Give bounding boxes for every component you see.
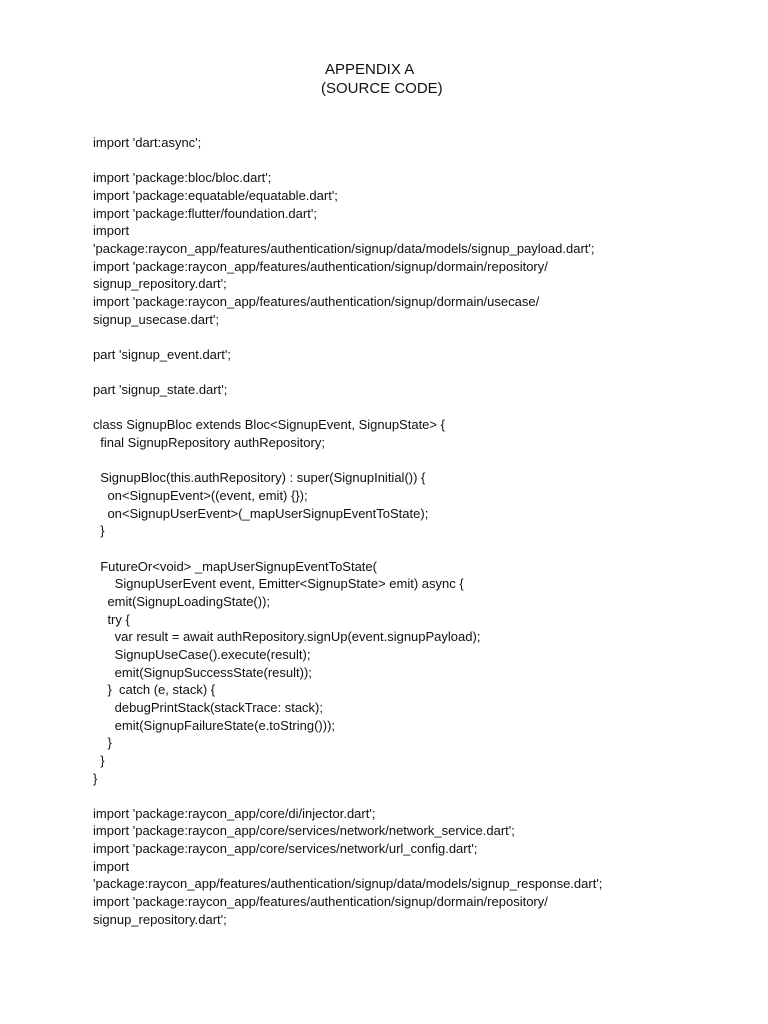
code-line: import 'package:raycon_app/features/authentication/signup/dormain/repository/ xyxy=(93,894,548,910)
code-line xyxy=(93,152,733,170)
code-line: var result = await authRepository.signUp(event.signupPayload); xyxy=(93,629,481,645)
code-line xyxy=(93,364,733,382)
code-line: SignupUserEvent event, Emitter<SignupState> emit) async { xyxy=(93,576,464,592)
code-line xyxy=(93,328,733,346)
code-line: on<SignupEvent>((event, emit) {}); xyxy=(93,488,308,504)
code-line: } xyxy=(93,523,105,539)
code-line: } xyxy=(93,752,105,768)
code-line: emit(SignupFailureState(e.toString())); xyxy=(93,717,336,733)
code-line: import 'package:raycon_app/core/services/network/url_config.dart'; xyxy=(93,841,478,857)
code-line: import 'package:flutter/foundation.dart'; xyxy=(93,205,317,221)
code-line: debugPrintStack(stackTrace: stack); xyxy=(93,699,323,715)
code-line: part 'signup_state.dart'; xyxy=(93,382,228,398)
code-line: try { xyxy=(93,611,130,627)
code-line: SignupBloc(this.authRepository) : super(SignupInitial()) { xyxy=(93,470,426,486)
code-line: signup_repository.dart'; xyxy=(93,276,227,292)
code-line: 'package:raycon_app/features/authentication/signup/data/models/signup_response.dart'; xyxy=(93,876,603,892)
code-line: SignupUseCase().execute(result); xyxy=(93,646,311,662)
code-line: } catch (e, stack) { xyxy=(93,682,216,698)
code-line: final SignupRepository authRepository; xyxy=(93,435,325,451)
code-line: } xyxy=(93,770,98,786)
code-line: import 'package:equatable/equatable.dart'; xyxy=(93,187,338,203)
appendix-title: APPENDIX A xyxy=(325,61,415,78)
code-line: } xyxy=(93,735,112,751)
code-line: import xyxy=(93,223,130,239)
code-line: 'package:raycon_app/features/authentication/signup/data/models/signup_payload.dart'; xyxy=(93,240,595,256)
code-line: import 'package:raycon_app/features/authentication/signup/dormain/repository/ xyxy=(93,258,548,274)
appendix-heading xyxy=(0,60,768,98)
code-line: import 'package:raycon_app/core/di/injector.dart'; xyxy=(93,805,376,821)
code-line: signup_usecase.dart'; xyxy=(93,311,220,327)
code-line xyxy=(93,540,733,558)
code-line: FutureOr<void> _mapUserSignupEventToState( xyxy=(93,558,377,574)
appendix-subtitle: (SOURCE CODE) xyxy=(321,80,443,97)
code-line xyxy=(93,787,733,805)
code-line xyxy=(93,452,733,470)
code-line: import 'package:raycon_app/features/authentication/signup/dormain/usecase/ xyxy=(93,293,540,309)
code-line xyxy=(93,399,733,417)
code-line: import xyxy=(93,858,130,874)
source-code-listing xyxy=(93,134,733,928)
code-line: on<SignupUserEvent>(_mapUserSignupEventToState); xyxy=(93,505,429,521)
code-line: emit(SignupLoadingState()); xyxy=(93,593,271,609)
code-line: class SignupBloc extends Bloc<SignupEvent, SignupState> { xyxy=(93,417,445,433)
code-line: emit(SignupSuccessState(result)); xyxy=(93,664,312,680)
code-line: import 'dart:async'; xyxy=(93,135,202,150)
code-line: import 'package:bloc/bloc.dart'; xyxy=(93,170,272,186)
code-line: import 'package:raycon_app/core/services/network/network_service.dart'; xyxy=(93,823,515,839)
code-line: signup_repository.dart'; xyxy=(93,911,227,927)
code-line: part 'signup_event.dart'; xyxy=(93,346,231,362)
